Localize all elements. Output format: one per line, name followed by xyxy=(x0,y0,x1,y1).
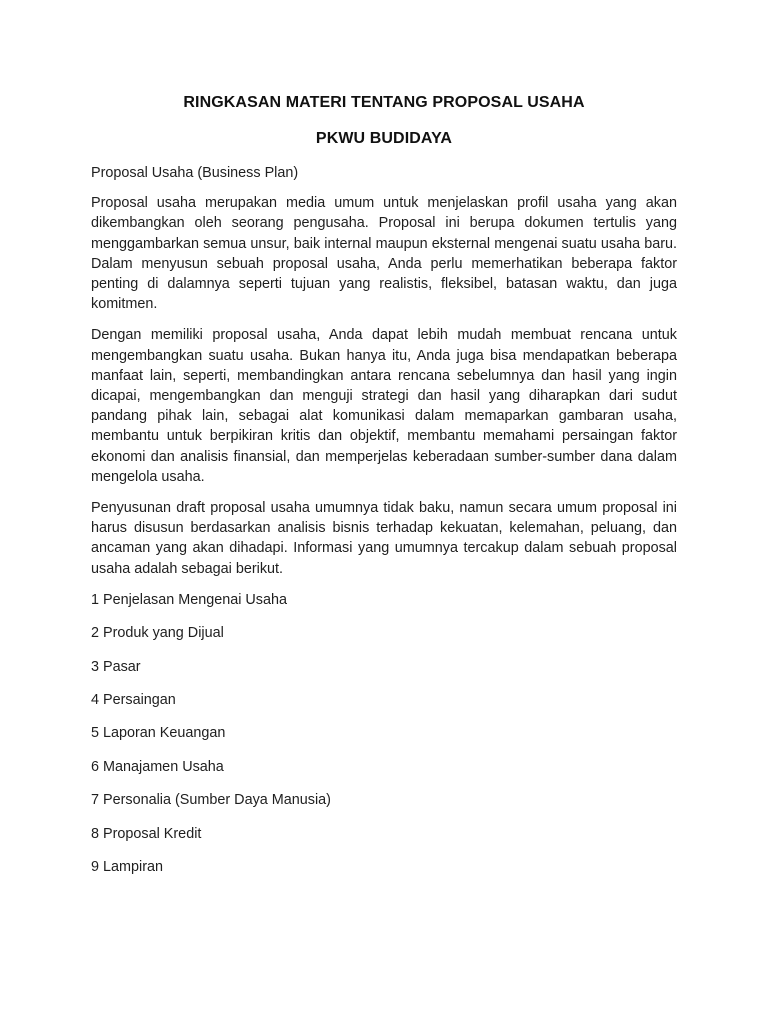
list-item: 2 Produk yang Dijual xyxy=(91,625,224,642)
document-subtitle: PKWU BUDIDAYA xyxy=(315,130,453,147)
paragraph-benefits: Dengan memiliki proposal usaha, Anda dapat lebih mudah membuat rencana untuk mengembangkan suatu usaha. Bukan hanya itu, Anda juga bisa mendapatkan beberapa manfaat lain, seperti, membandingkan antara rencana sebelumnya dan hasil yang ingin dicapai, mengembangkan dan menguji strategi dan hasil yang diharapkan dari sudut pandang pihak lain, sebagai alat komunikasi dalam memaparkan gambaran usaha, membantu untuk berpikiran kritis dan objektif, membantu memahami persaingan faktor ekonomi dan analisis finansial, dan memperjelas keberadaan sumber-sumber dana dalam mengelola usaha. xyxy=(91,327,677,485)
list-item: 8 Proposal Kredit xyxy=(91,825,202,842)
list-item: 6 Manajamen Usaha xyxy=(91,758,224,775)
list-item: 5 Laporan Keuangan xyxy=(91,725,226,742)
list-item: 3 Pasar xyxy=(91,658,141,675)
document-content xyxy=(91,92,677,890)
list-item: 9 Lampiran xyxy=(91,858,163,875)
document-title: RINGKASAN MATERI TENTANG PROPOSAL USAHA xyxy=(183,94,585,111)
paragraph-contents-intro: Penyusunan draft proposal usaha umumnya tidak baku, namun secara umum proposal ini harus disusun berdasarkan analisis bisnis terhadap kekuatan, kelemahan, peluang, dan ancaman yang akan dihadapi. Informasi yang umumnya tercakup dalam sebuah proposal usaha adalah sebagai berikut. xyxy=(91,500,677,577)
proposal-contents-list xyxy=(91,590,677,877)
paragraph-definition: Proposal usaha merupakan media umum untuk menjelaskan profil usaha yang akan dikembangkan oleh seorang pengusaha. Proposal ini berupa dokumen tertulis yang menggambarkan semua unsur, baik internal maupun eksternal mengenai suatu usaha baru. Dalam menyusun sebuah proposal usaha, Anda perlu memerhatikan beberapa faktor penting di dalamnya seperti tujuan yang realistis, fleksibel, batasan waktu, dan juga komitmen. xyxy=(91,195,677,313)
section-subheading: Proposal Usaha (Business Plan) xyxy=(91,165,299,181)
list-item: 1 Penjelasan Mengenai Usaha xyxy=(91,591,288,608)
list-item: 7 Personalia (Sumber Daya Manusia) xyxy=(91,792,331,809)
list-item: 4 Persaingan xyxy=(91,692,176,709)
